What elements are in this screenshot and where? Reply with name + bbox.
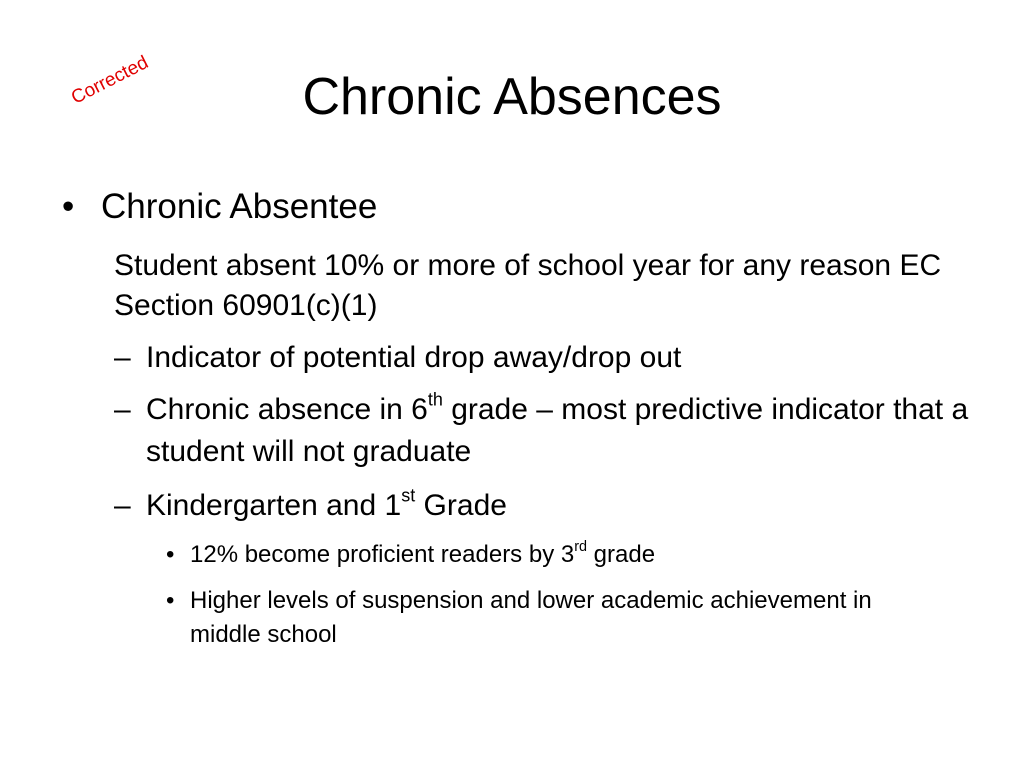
superscript: rd [574, 539, 588, 556]
subpoint-text-end: Grade [415, 489, 507, 522]
bullet-text: Chronic Absentee [101, 187, 378, 226]
bullet-icon: • [166, 541, 175, 568]
detail-item [166, 584, 946, 652]
bullet-icon: • [62, 187, 75, 226]
subpoint-text: Indicator of potential drop away/drop out [146, 341, 682, 374]
dash-icon: – [114, 489, 131, 522]
detail-text [190, 538, 946, 572]
superscript: st [401, 485, 416, 506]
subpoint-text-start: Kindergarten and 1 [146, 489, 402, 522]
subpoint-text [146, 389, 974, 473]
subpoint-text [146, 485, 974, 527]
subpoint-item [114, 485, 974, 527]
dash-icon: – [114, 341, 131, 374]
slide-title: Chronic Absences [302, 68, 722, 126]
subpoint-item [114, 337, 974, 379]
detail-text: Higher levels of suspension and lower academic achievement in middle school [190, 587, 872, 648]
definition-text: Student absent 10% or more of school year for any reason EC Section 60901(c)(1) [114, 249, 942, 322]
detail-text-end: grade [587, 541, 656, 568]
subpoint-text-start: Chronic absence in 6 [146, 393, 428, 426]
dash-icon: – [114, 393, 131, 426]
subpoint-item [114, 389, 974, 473]
detail-text-start: 12% become proficient readers by 3 [190, 541, 575, 568]
bullet-icon: • [166, 587, 175, 614]
subpoint-text-end: grade – most predictive indicator that a student will not graduate [146, 393, 969, 468]
corrected-stamp: Corrected [68, 52, 152, 109]
detail-item [166, 538, 946, 572]
superscript: th [427, 389, 443, 410]
